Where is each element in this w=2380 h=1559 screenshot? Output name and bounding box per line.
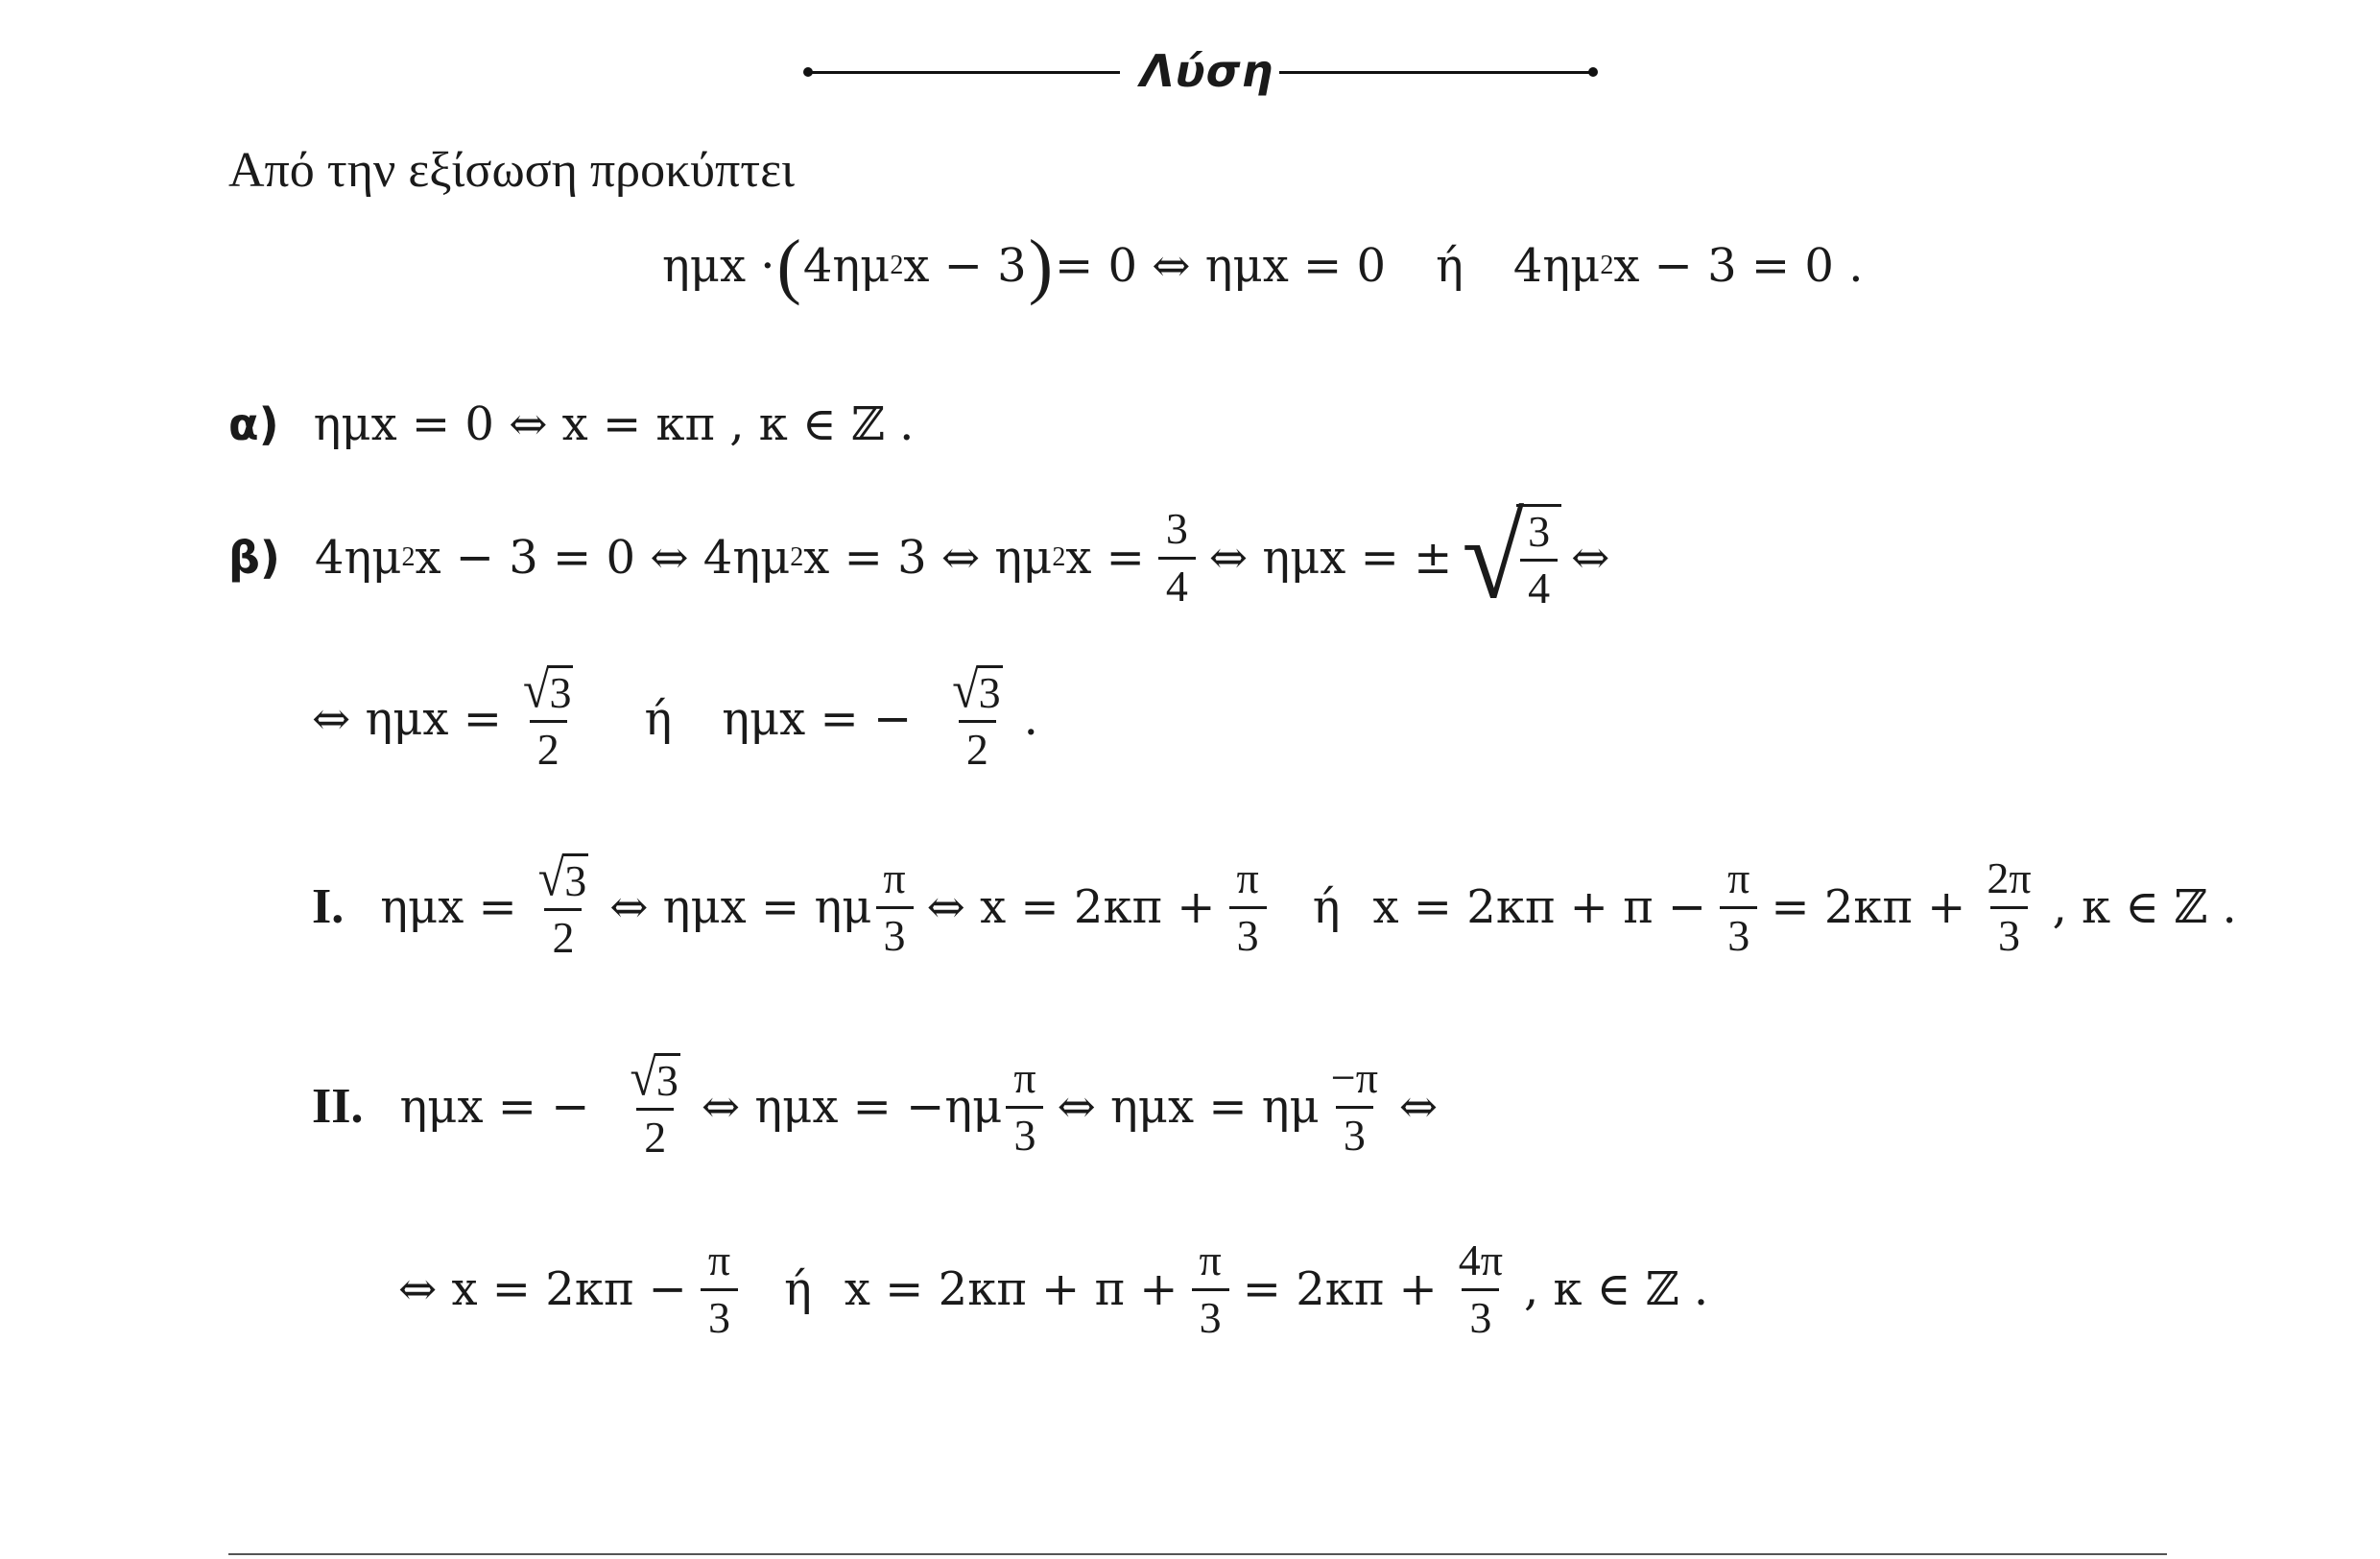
right-paren: ) — [1028, 226, 1054, 306]
beta-line-1: β) 4ημ 2 x − 3 = 0 ⇔ 4ημ 2 x = 3 ⇔ ημ 2 x = $\frac{3}{4}$ ⇔ ημx = ± √ $\frac{3}{4}$ ⇔ — [228, 491, 1610, 624]
beta-label: β) — [228, 532, 280, 584]
case-2-line-2: ⇔ x = 2κπ − $\frac{\pi}{3}$ ή x = 2κπ + π + $\frac{\pi}{3}$ = 2κπ + $\frac{4\pi}{3}$ , κ ∈ ℤ . — [398, 1235, 1709, 1342]
left-paren: ( — [776, 226, 801, 306]
or-word: ή — [1436, 239, 1464, 293]
beta-line-2: ⇔ ημx = √ 3 2 ή ημx = − √ 3 2 . — [312, 659, 1038, 774]
alpha-line: α) ημx = 0 ⇔ x = κπ , κ ∈ ℤ . — [228, 397, 915, 451]
main-equation: ημx · ( 4ημ 2 x − 3 ) = 0 ⇔ ημx = 0 ή 4ημ 2 x − 3 = 0 . — [662, 226, 1864, 306]
case-1-label: I. — [312, 879, 345, 934]
case-1-line: I. ημx = √ 3 2 ⇔ ημx = ημ $\frac{\pi}{3}$ ⇔ x = 2κπ + $\frac{\pi}{3}$ ή x = 2κπ + π − $\frac{\pi}{3}$ = 2κπ + $\frac{2\pi}{3}$ , κ ∈ ℤ . — [312, 847, 2237, 962]
fraction-sqrt3-2-neg: √ 3 2 — [952, 659, 1001, 774]
fraction-3-4: $\frac{3}{4}$ — [1158, 506, 1196, 610]
case-2-label: II. — [312, 1079, 364, 1134]
heading-right-rule — [1279, 71, 1591, 74]
alpha-label: α) — [228, 398, 279, 450]
case-2-line-1: II. ημx = − √ 3 2 ⇔ ημx = −ημ $\frac{\pi}{3}$ ⇔ ημx = ημ $\frac{-\pi}{3}$ ⇔ — [312, 1046, 1439, 1162]
sqrt-3-over-4: √ $\frac{3}{4}$ — [1462, 501, 1561, 614]
bottom-rule — [228, 1553, 2167, 1555]
fraction-sqrt3-2: √ 3 2 — [522, 659, 572, 774]
solution-heading: Λύση — [1140, 45, 1274, 97]
heading-left-rule — [808, 71, 1120, 74]
heading-right-dot — [1588, 67, 1598, 77]
intro-text: Από την εξίσωση προκύπτει — [228, 143, 796, 198]
